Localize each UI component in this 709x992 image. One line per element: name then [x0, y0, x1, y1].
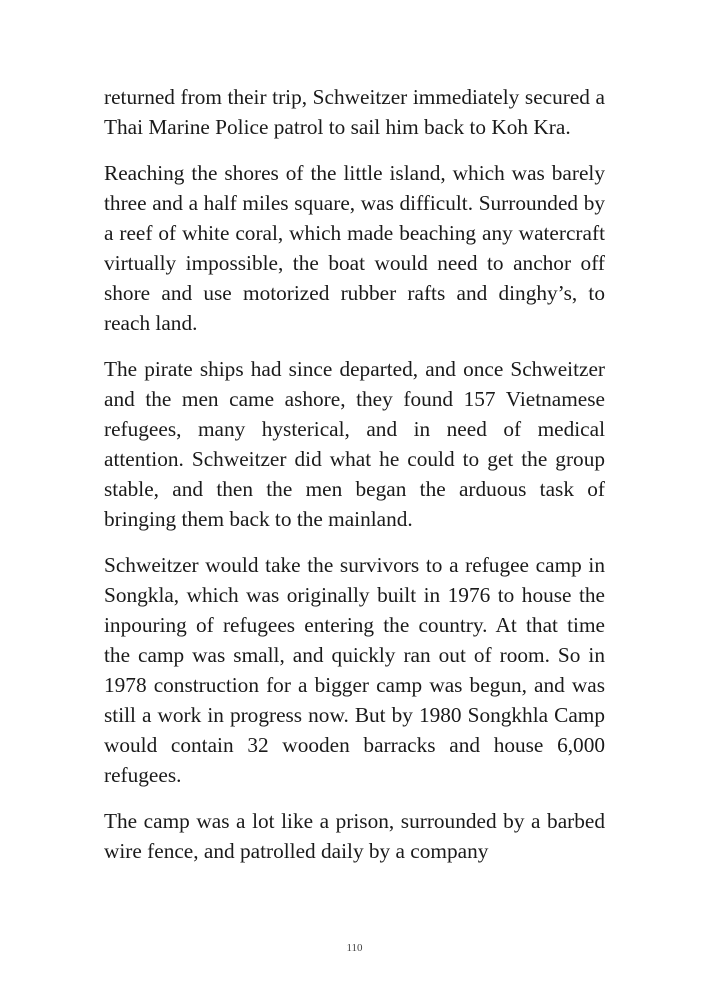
paragraph: Reaching the shores of the little island, which was barely three and a half miles square, was difficult. Surrounded by a reef of white coral, which made beaching any watercraft virtually impossible, the boat would need to anchor off shore and use motorized rubber rafts and dinghy’s, to reach land.: [104, 161, 605, 335]
paragraph: The pirate ships had since departed, and once Schweitzer and the men came ashore, they found 157 Vietnamese refugees, many hysterical, and in need of medical attention. Schweitzer did what he could to get the group stable, and then the men began the arduous task of bringing them back to the mainland.: [104, 357, 605, 531]
paragraph: The camp was a lot like a prison, surrounded by a barbed wire fence, and patrolled daily by a company: [104, 809, 605, 863]
paragraph: returned from their trip, Schweitzer immediately secured a Thai Marine Police patrol to sail him back to Koh Kra.: [104, 85, 605, 139]
page-number: 110: [346, 942, 363, 954]
body-text: [104, 82, 605, 882]
paragraph: Schweitzer would take the survivors to a refugee camp in Songkla, which was originally built in 1976 to house the inpouring of refugees entering the country. At that time the camp was small, and quickly ran out of room. So in 1978 construction for a bigger camp was begun, and was still a work in progress now. But by 1980 Songkhla Camp would contain 32 wooden barracks and house 6,000 refugees.: [104, 553, 605, 787]
